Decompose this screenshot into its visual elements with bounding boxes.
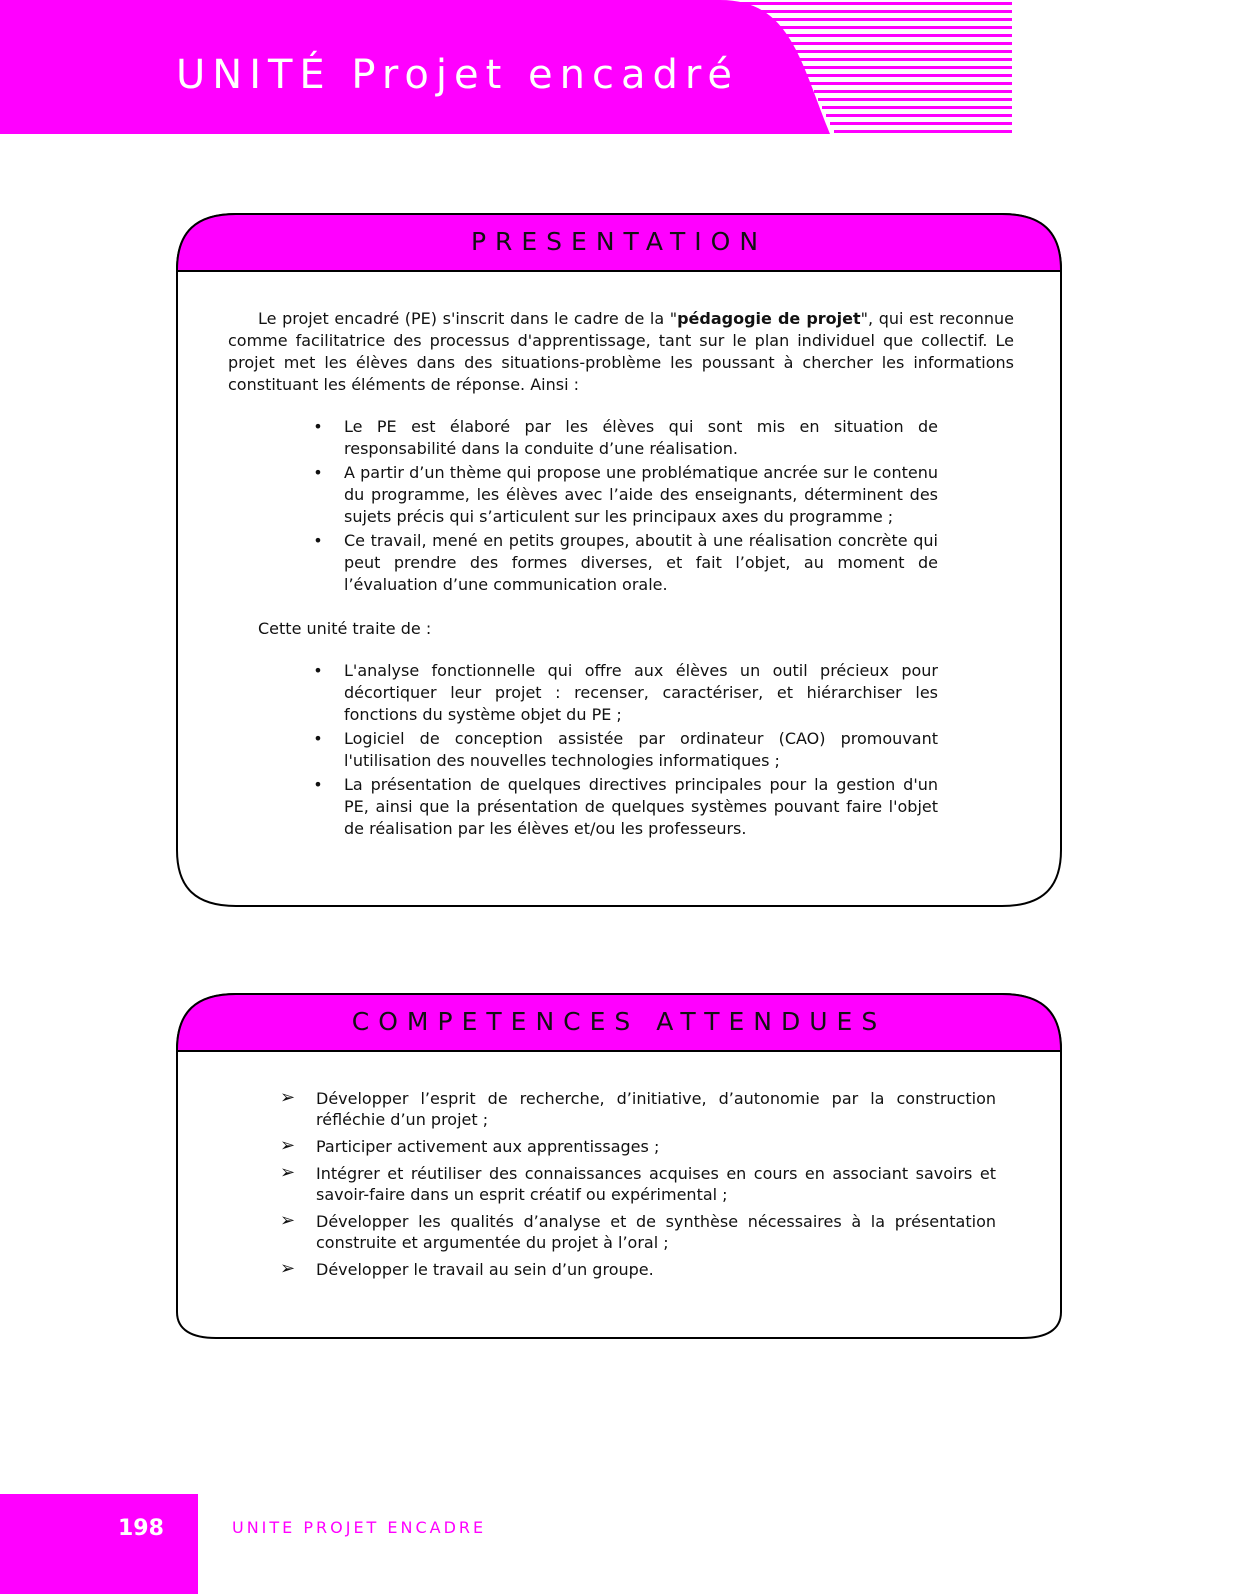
bullet-icon: • <box>313 417 323 436</box>
list-item <box>313 462 938 528</box>
bullet-list-principles <box>228 416 938 596</box>
intro-text-bold: pédagogie de projet <box>677 309 861 328</box>
list-item <box>313 660 938 726</box>
bullet-icon: • <box>313 775 323 794</box>
arrow-bullet-icon: ➢ <box>280 1087 296 1108</box>
page-title: UNITÉ Projet encadré <box>176 52 740 98</box>
arrow-bullet-icon: ➢ <box>280 1210 296 1231</box>
bullet-icon: • <box>313 729 323 748</box>
list-item-text: A partir d’un thème qui propose une problématique ancrée sur le contenu du programme, les élèves avec l’aide des enseignants, déterminent des sujets précis qui s’articulent sur les principaux axes du programme ; <box>344 463 938 526</box>
presentation-body <box>228 308 1014 842</box>
list-item-text: Développer l’esprit de recherche, d’initiative, d’autonomie par la construction réfléchie d’un projet ; <box>316 1089 996 1129</box>
list-item <box>280 1162 996 1205</box>
bullet-list-topics <box>228 660 938 840</box>
arrow-bullet-icon: ➢ <box>280 1258 296 1279</box>
header-band <box>0 0 1012 134</box>
list-item <box>280 1210 996 1253</box>
footer-page-block <box>0 1494 198 1594</box>
footer-label: UNITE PROJET ENCADRE <box>232 1518 487 1537</box>
list-item <box>280 1135 996 1157</box>
presentation-box <box>176 212 1062 908</box>
intro-text-end: ", qui est reconnue comme facilitatrice des processus d'apprentissage, tant sur le plan individuel que collectif. Le projet met les élèves dans des situations-problème les poussant à chercher les informations constituant les éléments de réponse. Ainsi : <box>228 309 1015 394</box>
list-item <box>280 1258 996 1280</box>
competences-list <box>280 1088 996 1280</box>
list-item-text: Ce travail, mené en petits groupes, aboutit à une réalisation concrète qui peut prendre des formes diverses, et fait l’objet, au moment de l’évaluation d’une communication orale. <box>344 531 938 594</box>
arrow-bullet-icon: ➢ <box>280 1162 296 1183</box>
list-item-text: Le PE est élaboré par les élèves qui sont mis en situation de responsabilité dans la conduite d’une réalisation. <box>344 417 938 458</box>
competences-title: COMPETENCES ATTENDUES <box>351 1007 887 1036</box>
list-item-text: L'analyse fonctionnelle qui offre aux élèves un outil précieux pour décortiquer leur projet : recenser, caractériser, et hiérarchiser les fonctions du système objet du PE ; <box>344 661 938 724</box>
list-item <box>313 530 938 596</box>
intro-paragraph <box>228 308 1014 396</box>
arrow-bullet-icon: ➢ <box>280 1135 296 1156</box>
list-item-text: La présentation de quelques directives principales pour la gestion d'un PE, ainsi que la présentation de quelques systèmes pouvant faire l'objet de réalisation par les élèves et/ou les professeurs. <box>344 775 938 838</box>
bullet-icon: • <box>313 463 323 482</box>
list-item-text: Logiciel de conception assistée par ordinateur (CAO) promouvant l'utilisation des nouvelles technologies informatiques ; <box>344 729 938 770</box>
list-item-text: Intégrer et réutiliser des connaissances acquises en cours en associant savoirs et savoir-faire dans un esprit créatif ou expérimental ; <box>316 1164 996 1204</box>
list-item <box>313 774 938 840</box>
list-item <box>313 416 938 460</box>
list-item <box>280 1087 996 1130</box>
page-number: 198 <box>118 1516 164 1541</box>
competences-box <box>176 992 1062 1340</box>
list-item <box>313 728 938 772</box>
bullet-icon: • <box>313 531 323 550</box>
intro-text-start: Le projet encadré (PE) s'inscrit dans le cadre de la " <box>258 309 678 328</box>
bullet-icon: • <box>313 661 323 680</box>
list-item-text: Participer activement aux apprentissages ; <box>316 1137 660 1156</box>
competences-body <box>280 1088 996 1286</box>
list-item-text: Développer le travail au sein d’un groupe. <box>316 1260 654 1279</box>
list-item-text: Développer les qualités d’analyse et de synthèse nécessaires à la présentation construite et argumentée du projet à l’oral ; <box>316 1212 996 1252</box>
presentation-title: PRESENTATION <box>470 227 768 256</box>
unit-topics-heading: Cette unité traite de : <box>258 619 432 638</box>
